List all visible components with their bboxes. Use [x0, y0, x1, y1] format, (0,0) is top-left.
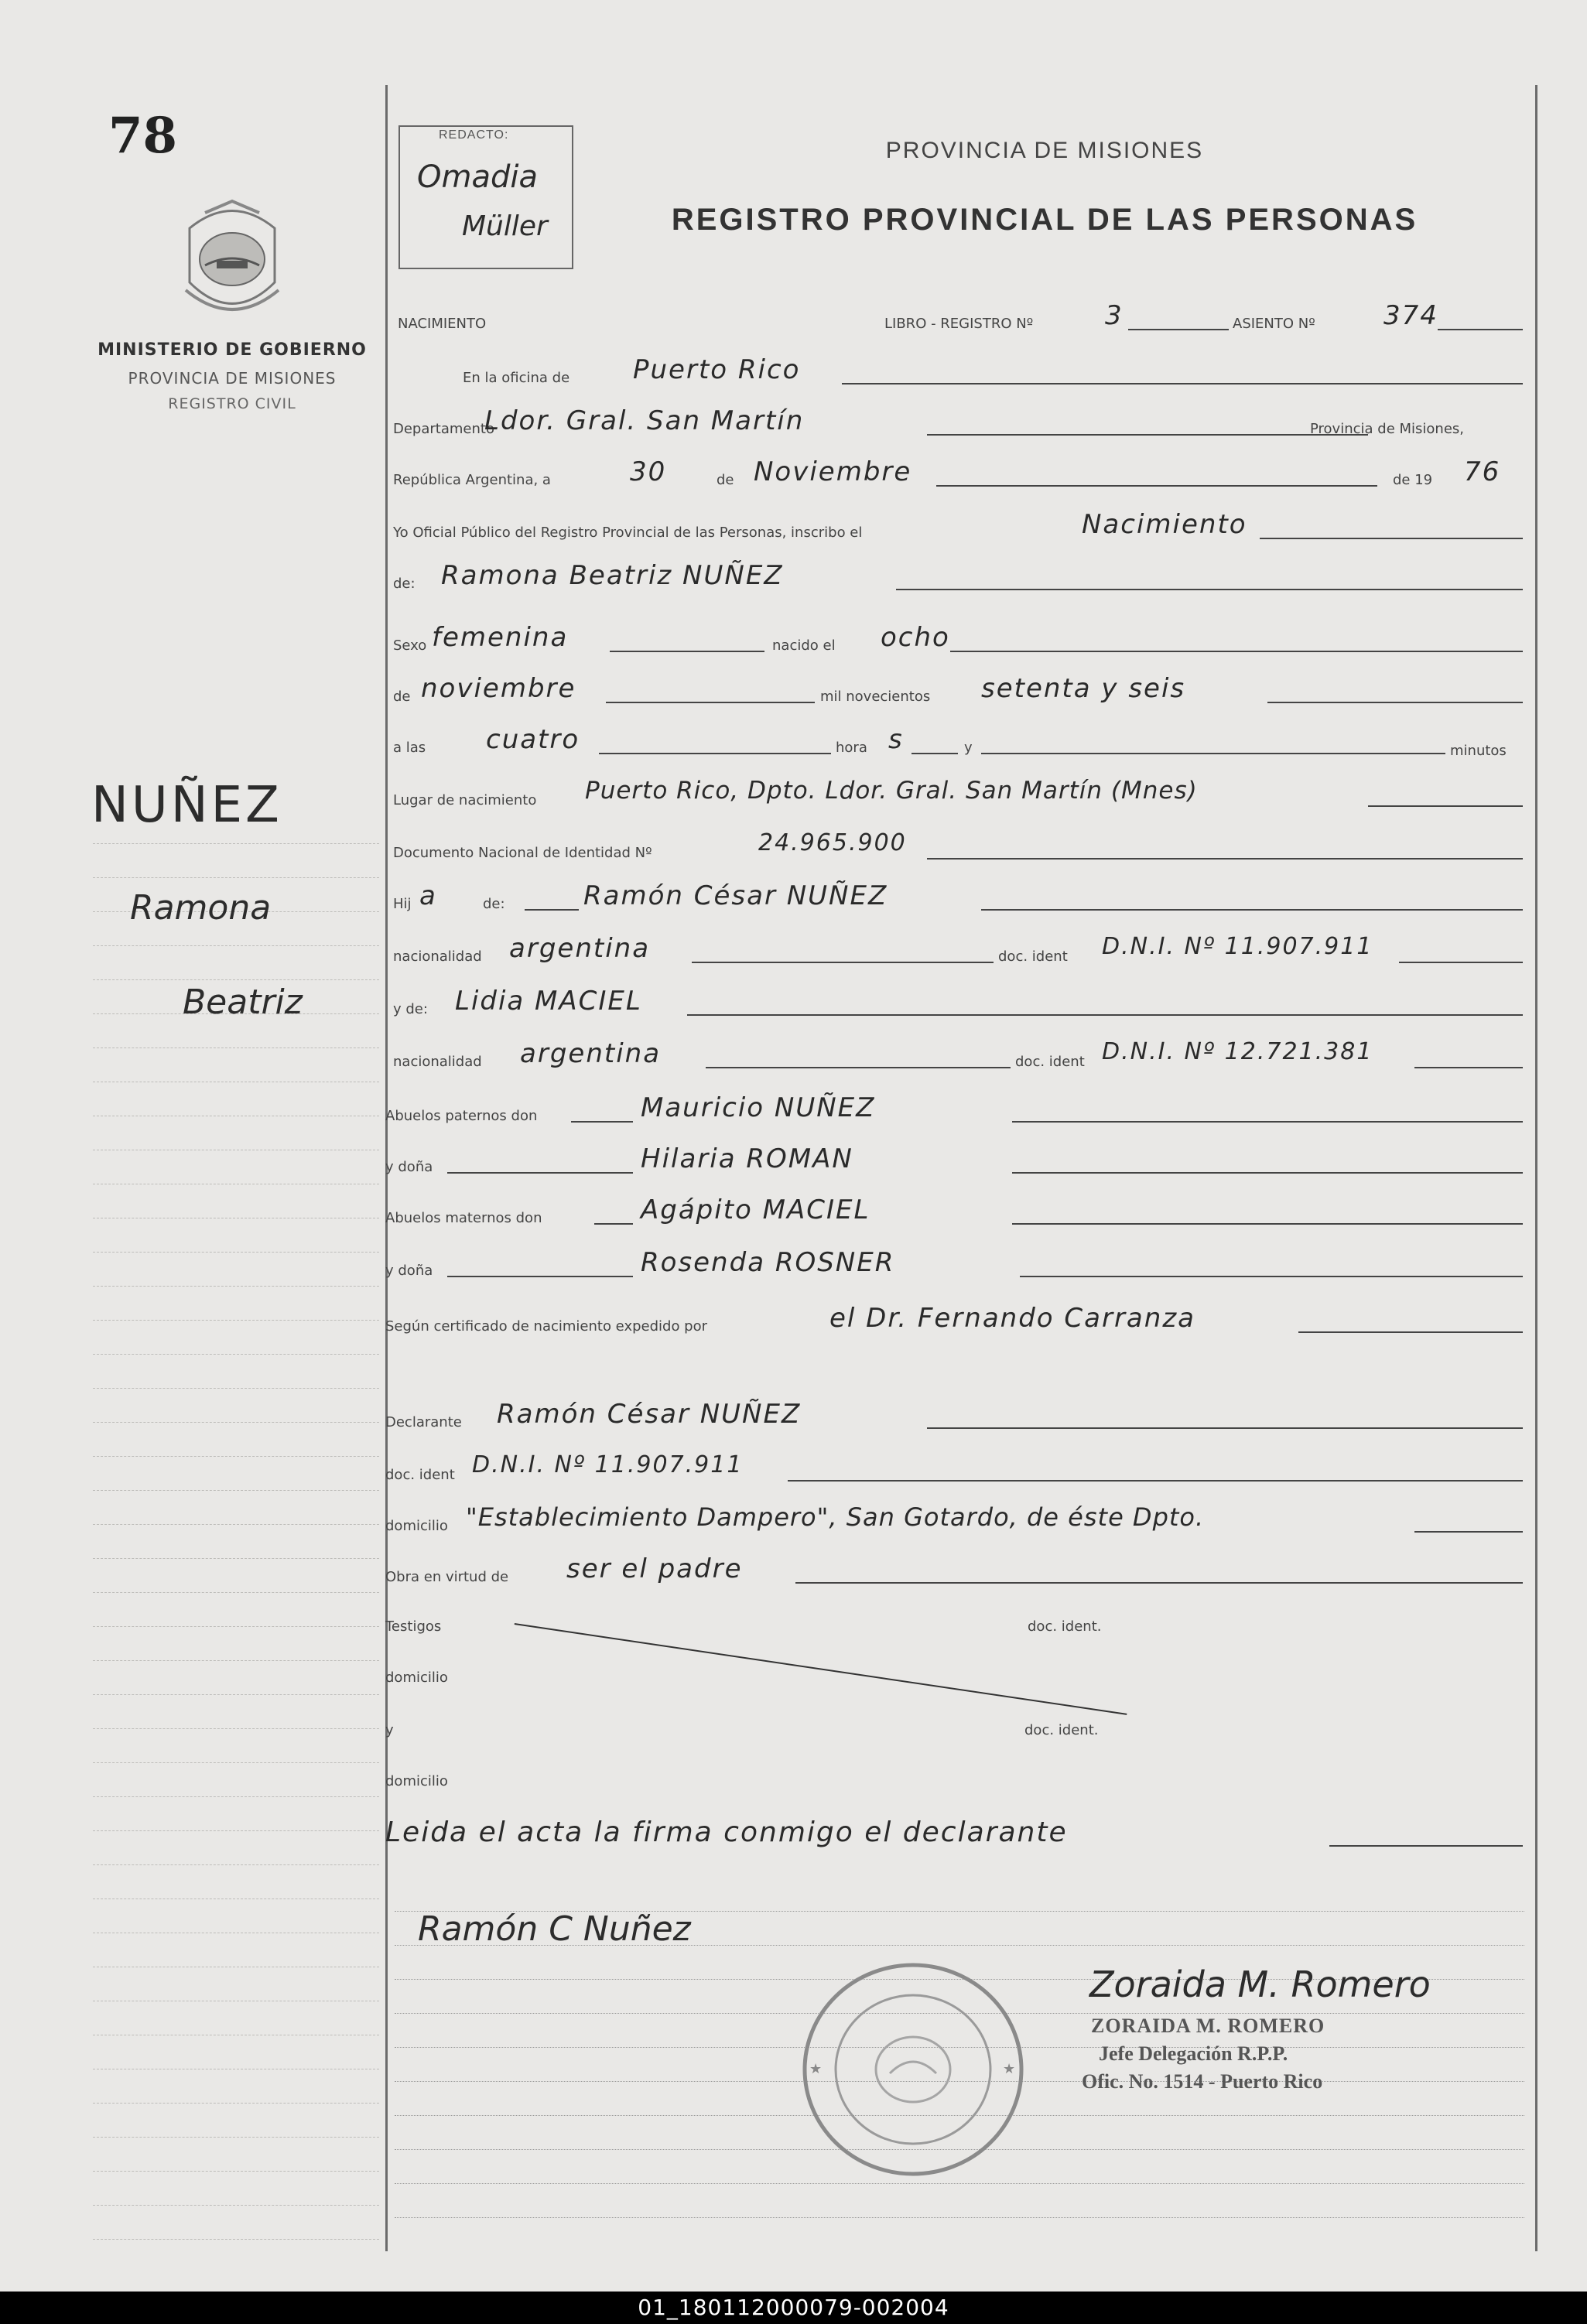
- testigos-label: Testigos: [385, 1618, 442, 1635]
- hijo-suffix: a: [419, 880, 437, 911]
- line: [1020, 1276, 1523, 1277]
- row-domicilio: [385, 1488, 1523, 1543]
- doc2-label: doc. ident: [1015, 1054, 1085, 1070]
- redacto-label: REDACTO:: [439, 128, 509, 142]
- lugar-label: Lugar de nacimiento: [393, 792, 537, 808]
- dni-label: Documento Nacional de Identidad Nº: [393, 845, 652, 861]
- margin-rule: [93, 1864, 379, 1865]
- asiento-value: 374: [1383, 300, 1438, 331]
- row-domicilio-3: [385, 1744, 1523, 1798]
- ministry-province: PROVINCIA DE MISIONES: [128, 369, 337, 388]
- declarante-signature: Ramón C Nuñez: [418, 1909, 691, 1949]
- margin-rule: [93, 1796, 379, 1797]
- doc-declarante-value: D.N.I. Nº 11.907.911: [472, 1451, 744, 1478]
- padre-value: Ramón César NUÑEZ: [583, 880, 888, 911]
- line: [795, 1582, 1523, 1584]
- margin-rule: [93, 1422, 379, 1423]
- doc-ident-1-label: doc. ident.: [1028, 1618, 1102, 1635]
- row-abuela-materna: [385, 1233, 1523, 1287]
- margin-given-name-2: Beatriz: [183, 983, 303, 1022]
- line: [950, 651, 1523, 652]
- madre-value: Lidia MACIEL: [455, 986, 642, 1017]
- margin-rule: [93, 1592, 379, 1593]
- margin-rule: [93, 1456, 379, 1457]
- row-testigo-2: [385, 1693, 1523, 1747]
- declarante-value: Ramón César NUÑEZ: [497, 1399, 802, 1430]
- ministry-title: MINISTERIO DE GOBIERNO: [97, 340, 367, 360]
- margin-rule: [93, 945, 379, 946]
- alas-label: a las: [393, 740, 426, 756]
- row-doc-declarante: [385, 1437, 1523, 1492]
- line: [1414, 1067, 1523, 1068]
- de-label: de: [717, 472, 734, 488]
- margin-rule: [93, 1830, 379, 1831]
- redacto-box: [398, 125, 573, 269]
- line: [1368, 805, 1523, 807]
- margin-rule: [93, 2171, 379, 2172]
- margin-rule: [93, 1286, 379, 1287]
- hora-label: hora: [836, 740, 867, 756]
- margin-rule: [93, 1626, 379, 1627]
- nacimiento-label: NACIMIENTO: [398, 316, 487, 332]
- margin-rule: [93, 1354, 379, 1355]
- obra-label: Obra en virtud de: [385, 1569, 509, 1585]
- y-label: y: [964, 740, 973, 756]
- row-libro: [385, 286, 1523, 340]
- doc1-label: doc. ident: [998, 948, 1068, 965]
- line: [447, 1172, 633, 1174]
- svg-text:★: ★: [809, 2061, 823, 2077]
- row-persona: [385, 546, 1523, 600]
- doc-declarante-label: doc. ident: [385, 1467, 455, 1483]
- row-mes-anio: [385, 659, 1523, 713]
- libro-label: LIBRO - REGISTRO Nº: [884, 316, 1034, 332]
- right-frame-line: [1535, 85, 1537, 2251]
- y-dona-1-label: y doña: [385, 1159, 433, 1175]
- row-sexo: [385, 608, 1523, 662]
- margin-rule: [93, 843, 379, 844]
- margin-rule: [93, 1320, 379, 1321]
- margin-rule: [93, 2239, 379, 2240]
- row-lugar: [385, 763, 1523, 817]
- ministry-registry: REGISTRO CIVIL: [168, 395, 296, 412]
- line: [927, 858, 1523, 860]
- form-rule: [395, 2217, 1524, 2218]
- line: [1012, 1172, 1523, 1174]
- nacionalidad-1-label: nacionalidad: [393, 948, 482, 965]
- abuelos-maternos-value: Agápito MACIEL: [641, 1194, 870, 1225]
- line: [896, 589, 1523, 590]
- official-signature: Zoraida M. Romero: [1089, 1963, 1431, 2005]
- leida-text: Leida el acta la firma conmigo el declarante: [385, 1816, 1068, 1848]
- official-stamp-name: ZORAIDA M. ROMERO: [1091, 2015, 1325, 2037]
- coat-of-arms-icon: [174, 197, 290, 329]
- line: [447, 1276, 633, 1277]
- departamento-value: Ldor. Gral. San Martín: [484, 405, 805, 436]
- row-abuela-paterna: [385, 1130, 1523, 1184]
- line: [911, 753, 958, 754]
- sexo-value: femenina: [432, 622, 569, 653]
- line: [1298, 1331, 1523, 1333]
- certificado-label: Según certificado de nacimiento expedido por: [385, 1318, 708, 1335]
- dia-value: 30: [630, 456, 667, 487]
- domicilio-3-label: domicilio: [385, 1773, 448, 1789]
- de-19-label: de 19: [1393, 472, 1433, 488]
- official-seal-icon: [797, 1957, 1029, 2182]
- doc-ident-2-label: doc. ident.: [1024, 1722, 1099, 1738]
- nacido-label: nacido el: [772, 637, 836, 654]
- mes-value: Noviembre: [754, 456, 912, 487]
- nacionalidad-2-label: nacionalidad: [393, 1054, 482, 1070]
- margin-rule: [93, 1524, 379, 1525]
- dni-value: 24.965.900: [758, 829, 907, 856]
- minutos-label: minutos: [1450, 743, 1507, 759]
- form-rule: [395, 2183, 1524, 2184]
- margin-rule: [93, 877, 379, 878]
- official-stamp-office: Ofic. No. 1514 - Puerto Rico: [1082, 2070, 1323, 2093]
- margin-rule: [93, 1388, 379, 1389]
- redacto-signature-line-1: Omadia: [417, 159, 538, 195]
- page-number: 78: [108, 107, 178, 165]
- line: [981, 753, 1445, 754]
- margin-given-name-1: Ramona: [130, 888, 272, 928]
- line: [1012, 1223, 1523, 1225]
- line: [594, 1223, 633, 1225]
- abuelos-maternos-label: Abuelos maternos don: [385, 1210, 542, 1226]
- y-de-label: y de:: [393, 1001, 428, 1017]
- row-oficina: [385, 340, 1523, 395]
- row-hora: [385, 710, 1523, 764]
- margin-rule: [93, 2205, 379, 2206]
- row-certificado: [385, 1289, 1523, 1343]
- oficial-value: Nacimiento: [1082, 509, 1247, 540]
- y-dona-2-label: y doña: [385, 1263, 433, 1279]
- libro-value: 3: [1105, 300, 1124, 331]
- line: [1128, 329, 1229, 330]
- margin-rule: [93, 1728, 379, 1729]
- margin-rule: [93, 1490, 379, 1491]
- domicilio-label: domicilio: [385, 1518, 448, 1534]
- domicilio-value: "Establecimiento Dampero", San Gotardo, de éste Dpto.: [466, 1502, 1205, 1532]
- row-domicilio-2: [385, 1640, 1523, 1694]
- row-testigos: [385, 1589, 1523, 1643]
- asiento-label: ASIENTO Nº: [1233, 316, 1315, 332]
- declarante-label: Declarante: [385, 1414, 462, 1430]
- hijo-label: Hij: [393, 896, 412, 912]
- row-departamento: [385, 391, 1523, 446]
- line: [606, 702, 815, 703]
- abuela-materna-value: Rosenda ROSNER: [641, 1247, 895, 1278]
- nacionalidad-2-value: argentina: [520, 1038, 662, 1069]
- oficial-label: Yo Oficial Público del Registro Provincial de las Personas, inscribo el: [393, 525, 863, 541]
- line: [936, 485, 1377, 487]
- row-dni: [385, 815, 1523, 870]
- row-nac2: [385, 1024, 1523, 1078]
- official-stamp-role: Jefe Delegación R.P.P.: [1099, 2042, 1288, 2065]
- row-nac1: [385, 919, 1523, 973]
- certificado-value: el Dr. Fernando Carranza: [829, 1303, 1195, 1334]
- line: [1414, 1531, 1523, 1533]
- domicilio-2-label: domicilio: [385, 1670, 448, 1686]
- row-declarante: [385, 1385, 1523, 1439]
- line: [1012, 1121, 1523, 1123]
- doc2-value: D.N.I. Nº 12.721.381: [1102, 1038, 1373, 1065]
- margin-rule: [93, 1660, 379, 1661]
- line: [1329, 1845, 1523, 1847]
- persona-value: Ramona Beatriz NUÑEZ: [441, 560, 784, 591]
- row-hijo: [385, 866, 1523, 921]
- line: [1399, 962, 1523, 963]
- provincia-suffix: Provincia de Misiones,: [1310, 421, 1464, 437]
- row-obra: [385, 1540, 1523, 1594]
- hora2-value: s: [888, 724, 904, 755]
- line: [927, 1427, 1523, 1429]
- margin-rule: [93, 1558, 379, 1559]
- row-abuelos-maternos: [385, 1181, 1523, 1235]
- republica-label: República Argentina, a: [393, 472, 551, 488]
- row-oficial: [385, 495, 1523, 549]
- header-title: REGISTRO PROVINCIAL DE LAS PERSONAS: [671, 203, 1418, 237]
- redacto-signature-line-2: Müller: [462, 210, 548, 242]
- oficina-label: En la oficina de: [463, 370, 570, 386]
- line: [692, 962, 994, 963]
- line: [571, 1121, 633, 1123]
- line: [1260, 538, 1523, 539]
- svg-text:★: ★: [1003, 2061, 1016, 2077]
- line: [981, 909, 1523, 911]
- row-madre: [385, 972, 1523, 1026]
- nacionalidad-1-value: argentina: [509, 933, 651, 964]
- margin-rule: [93, 979, 379, 980]
- mil-label: mil novecientos: [820, 689, 931, 705]
- nac-mes-value: noviembre: [421, 673, 576, 704]
- abuela-paterna-value: Hilaria ROMAN: [641, 1143, 853, 1174]
- line: [927, 434, 1368, 436]
- line: [525, 909, 579, 911]
- margin-rule: [93, 2137, 379, 2138]
- anio-text-value: setenta y seis: [981, 673, 1186, 704]
- ministry-block: [46, 340, 418, 412]
- row-abuelos-paternos: [385, 1078, 1523, 1133]
- de-mes-label: de: [393, 689, 411, 705]
- margin-rule: [93, 1762, 379, 1763]
- image-id-footer: 01_180112000079-002004: [0, 2292, 1587, 2324]
- margin-rule: [93, 2103, 379, 2104]
- lugar-value: Puerto Rico, Dpto. Ldor. Gral. San Martín (Mnes): [585, 777, 1198, 805]
- anio-value: 76: [1464, 456, 1501, 487]
- y-2-label: y: [385, 1722, 394, 1738]
- row-fecha: [385, 443, 1523, 497]
- line: [687, 1014, 1523, 1016]
- abuelos-paternos-label: Abuelos paternos don: [385, 1108, 538, 1124]
- line: [1267, 702, 1523, 703]
- doc1-value: D.N.I. Nº 11.907.911: [1102, 933, 1373, 960]
- row-leida: [385, 1803, 1523, 1857]
- margin-rule: [93, 1694, 379, 1695]
- nacido-value: ocho: [881, 622, 950, 653]
- line: [599, 753, 831, 754]
- hijo-de-label: de:: [483, 896, 505, 912]
- sexo-label: Sexo: [393, 637, 427, 654]
- margin-surname: NUÑEZ: [91, 777, 282, 834]
- abuelos-paternos-value: Mauricio NUÑEZ: [641, 1092, 876, 1123]
- line: [788, 1480, 1523, 1482]
- de-persona-label: de:: [393, 576, 416, 592]
- line: [1438, 329, 1523, 330]
- departamento-label: Departamento: [393, 421, 494, 437]
- header-province: PROVINCIA DE MISIONES: [885, 138, 1204, 163]
- obra-value: ser el padre: [566, 1553, 743, 1584]
- margin-rule: [93, 1252, 379, 1253]
- line: [842, 383, 1523, 384]
- oficina-value: Puerto Rico: [633, 354, 801, 385]
- line: [706, 1067, 1011, 1068]
- line: [610, 651, 764, 652]
- hora-value: cuatro: [486, 724, 580, 755]
